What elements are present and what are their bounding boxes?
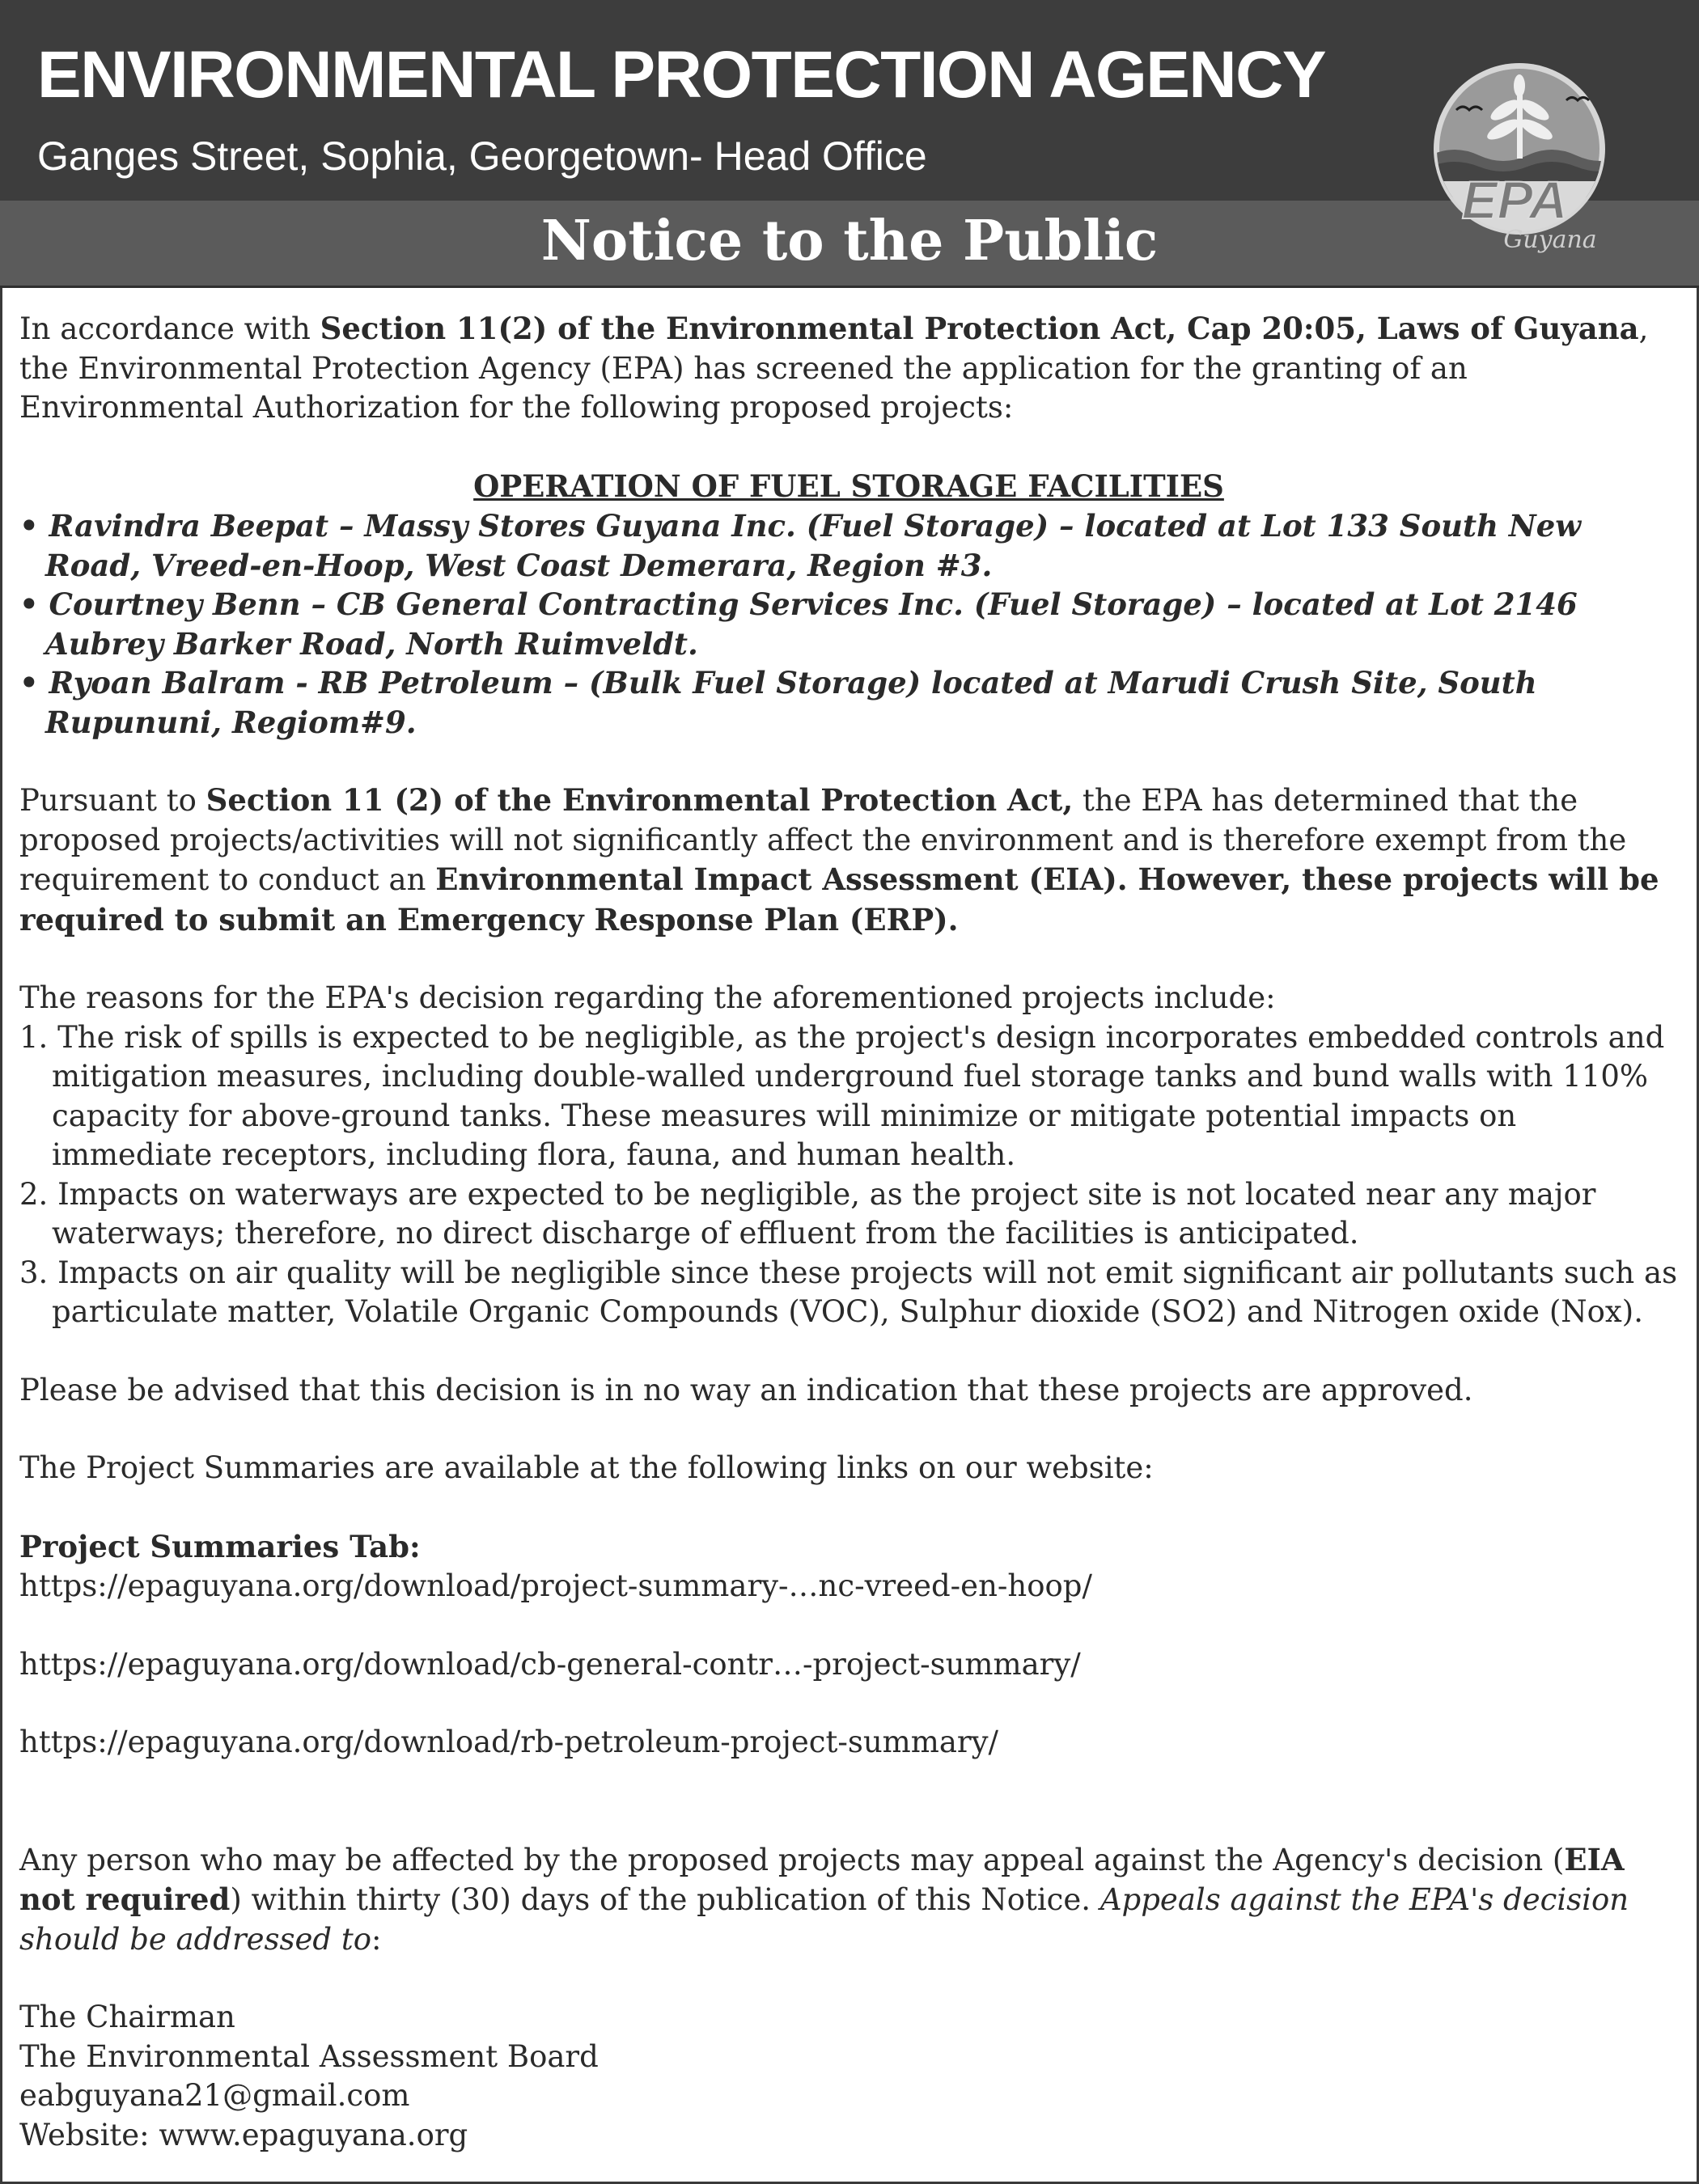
contact-chairman: The Chairman: [19, 2000, 235, 2034]
logo-text: EPA: [1461, 170, 1568, 230]
advisory-text: Please be advised that this decision is in no way an indication that these projects are approved.: [19, 1372, 1473, 1407]
contact-board: The Environmental Assessment Board: [19, 2038, 599, 2074]
contact-website: Website: www.epaguyana.org: [19, 2117, 468, 2152]
notice-title: Notice to the Public: [540, 209, 1159, 273]
contact-email[interactable]: eabguyana21@gmail.com: [19, 2078, 410, 2113]
reason-item: 2. Impacts on waterways are expected to be negligible, as the project site is not located near any major waterways; therefore, no direct discharge of effluent from the facilities is anticipated.: [19, 1176, 1596, 1251]
summaries-intro: The Project Summaries are available at the following links on our website:: [19, 1450, 1154, 1485]
agency-address: Ganges Street, Sophia, Georgetown- Head Office: [37, 133, 927, 179]
summaries-tab-label: Project Summaries Tab:: [19, 1528, 421, 1564]
reasons-intro: The reasons for the EPA's decision regarding the aforementioned projects include:: [19, 980, 1276, 1015]
project-item: • Courtney Benn – CB General Contracting Services Inc. (Fuel Storage) – located at Lot 2146 Aubrey Barker Road, North Ruimveldt.: [19, 586, 1578, 662]
project-item: • Ryoan Balram - RB Petroleum – (Bulk Fuel Storage) located at Marudi Crush Site, South Rupununi, Regiom#9.: [19, 665, 1537, 740]
projects-heading: OPERATION OF FUEL STORAGE FACILITIES: [473, 468, 1224, 504]
logo-subtext: Guyana: [1503, 226, 1597, 254]
epa-guyana-logo: [1414, 60, 1625, 262]
appeal-paragraph: Any person who may be affected by the proposed projects may appeal against the Agency's decision (EIA not required) within thirty (30) days of the publication of this Notice. Appeals against the EPA's decision should be addressed to:: [19, 1841, 1629, 1957]
agency-name: ENVIRONMENTAL PROTECTION AGENCY: [37, 38, 1326, 112]
notice-body: [19, 309, 1678, 2155]
project-item: • Ravindra Beepat – Massy Stores Guyana Inc. (Fuel Storage) – located at Lot 133 South New Road, Vreed-en-Hoop, West Coast Demerara, Region #3.: [19, 508, 1582, 583]
summary-link[interactable]: https://epaguyana.org/download/cb-general-contr…-project-summary/: [19, 1646, 1081, 1682]
website-link[interactable]: www.epaguyana.org: [159, 2117, 468, 2152]
determination-paragraph: Pursuant to Section 11 (2) of the Environmental Protection Act, the EPA has determined that the proposed projects/activities will not significantly affect the environment and is therefore exempt from the requirement to conduct an Environmental Impact Assessment (EIA). However, these projects will be required to submit an Emergency Response Plan (ERP).: [19, 782, 1659, 938]
summary-link[interactable]: https://epaguyana.org/download/project-summary-…nc-vreed-en-hoop/: [19, 1568, 1092, 1603]
reason-item: 3. Impacts on air quality will be negligible since these projects will not emit significant air pollutants such as particulate matter, Volatile Organic Compounds (VOC), Sulphur dioxide (SO2) and Nitrogen oxide (Nox).: [19, 1255, 1678, 1329]
intro-paragraph: In accordance with Section 11(2) of the Environmental Protection Act, Cap 20:05, Laws of Guyana, the Environmental Protection Agency (EPA) has screened the application for the granting of an Environmental Authorization for the following proposed projects:: [19, 311, 1649, 425]
summary-link[interactable]: https://epaguyana.org/download/rb-petroleum-project-summary/: [19, 1725, 998, 1759]
reason-item: 1. The risk of spills is expected to be negligible, as the project's design incorporates embedded controls and mitigation measures, including double-walled underground fuel storage tanks and bund walls with 110% capacity for above-ground tanks. These measures will minimize or mitigate potential impacts on immediate receptors, including flora, fauna, and human health.: [19, 1019, 1665, 1172]
